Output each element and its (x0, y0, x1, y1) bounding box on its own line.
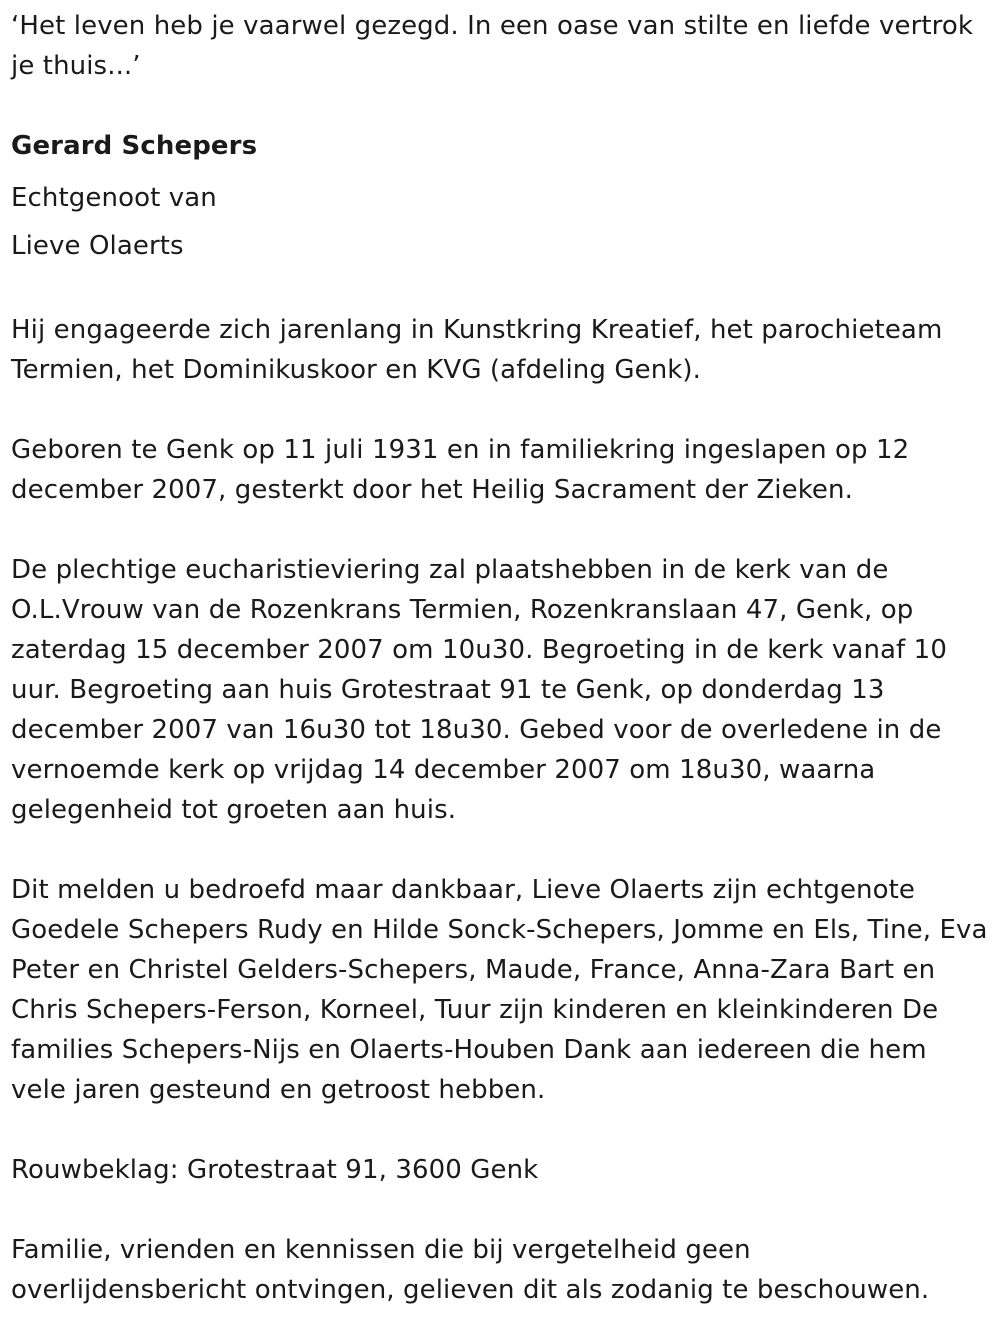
opening-quote: ‘Het leven heb je vaarwel gezegd. In een oase van stilte en liefde vertrok je thuis...’ (11, 11, 974, 81)
spouse-name: Lieve Olaerts (11, 231, 184, 261)
relation-label: Echtgenoot van (11, 183, 217, 213)
deceased-name: Gerard Schepers (11, 131, 258, 161)
birth-death-paragraph: Geboren te Genk op 11 juli 1931 en in familiekring ingeslapen op 12 december 2007, gesterkt door het Heilig Sacrament der Zieken. (11, 435, 910, 505)
announcement-paragraph: Dit melden u bedroefd maar dankbaar, Lieve Olaerts zijn echtgenote Goedele Schepers Rudy en Hilde Sonck-Schepers, Jomme en Els, Tine, Eva Peter en Christel Gelders-Schepers, Maude, France, Anna-Zara Bart en Chris Schepers-Ferson, Korneel, Tuur zijn kinderen en kleinkinderen De families Schepers-Nijs en Olaerts-Houben Dank aan iedereen die hem vele jaren gesteund en getroost hebben. (11, 875, 988, 1105)
ceremony-paragraph: De plechtige eucharistieviering zal plaatshebben in de kerk van de O.L.Vrouw van de Rozenkrans Termien, Rozenkranslaan 47, Genk, op zaterdag 15 december 2007 om 10u30. Begroeting in de kerk vanaf 10 uur. Begroeting aan huis Grotestraat 91 te Genk, op donderdag 13 december 2007 van 16u30 tot 18u30. Gebed voor de overledene in de vernoemde kerk op vrijdag 14 december 2007 om 18u30, waarna gelegenheid tot groeten aan huis. (11, 555, 947, 825)
closing-note: Familie, vrienden en kennissen die bij vergetelheid geen overlijdensbericht ontvingen, gelieven dit als zodanig te beschouwen. (11, 1235, 930, 1305)
engagement-paragraph: Hij engageerde zich jarenlang in Kunstkring Kreatief, het parochieteam Termien, het Dominikuskoor en KVG (afdeling Genk). (11, 315, 943, 385)
condolence-address: Rouwbeklag: Grotestraat 91, 3600 Genk (11, 1155, 539, 1185)
